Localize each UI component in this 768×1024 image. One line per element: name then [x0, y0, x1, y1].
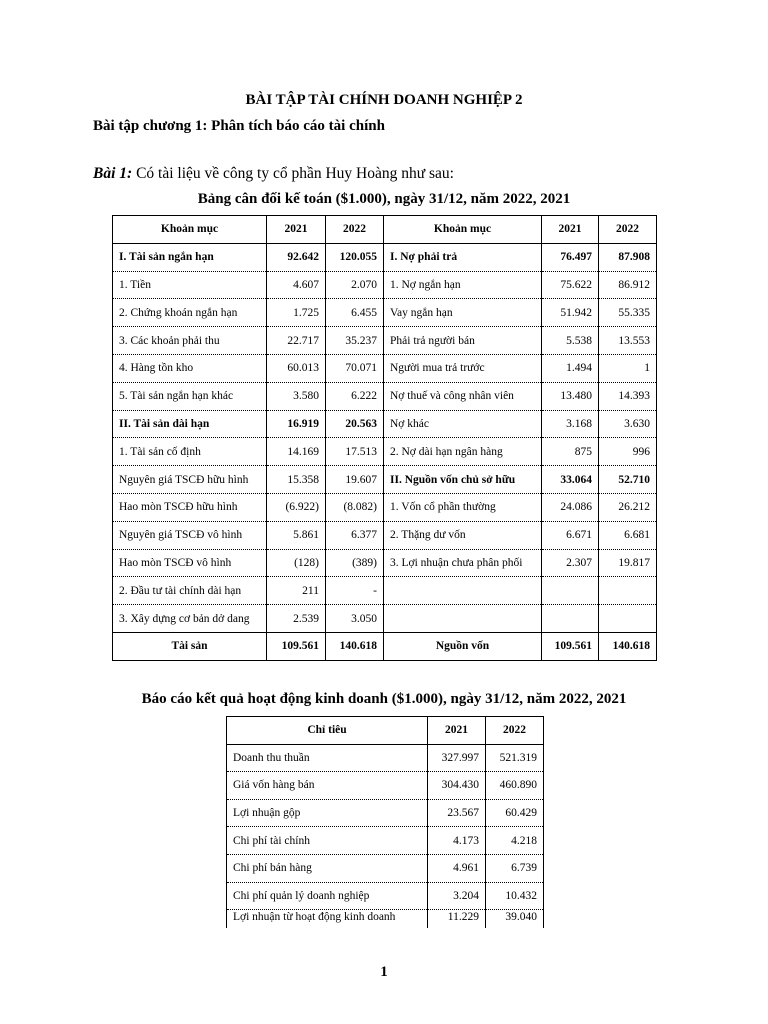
asset-value-2021: 5.861 [267, 521, 326, 549]
liability-value-2021: 2.307 [542, 549, 599, 577]
liability-item-label [384, 577, 542, 605]
liability-item-label: Vay ngắn hạn [384, 299, 542, 327]
asset-value-2021: 60.013 [267, 354, 326, 382]
asset-value-2021: 211 [267, 577, 326, 605]
value-2021: 327.997 [428, 744, 486, 772]
asset-value-2021: 15.358 [267, 466, 326, 494]
balance-sheet-row [113, 410, 657, 438]
liability-item-label: Người mua trả trước [384, 354, 542, 382]
asset-value-2022: 20.563 [326, 410, 384, 438]
asset-item-label: 2. Đầu tư tài chính dài hạn [113, 577, 267, 605]
liability-value-2021: 3.168 [542, 410, 599, 438]
asset-value-2022: - [326, 577, 384, 605]
liability-value-2021: 75.622 [542, 271, 599, 299]
income-statement-row [227, 827, 544, 855]
liability-value-2021: 51.942 [542, 299, 599, 327]
asset-item-label: II. Tài sản dài hạn [113, 410, 267, 438]
total-sources-label: Nguồn vốn [384, 632, 542, 660]
liability-item-label: 1. Nợ ngắn hạn [384, 271, 542, 299]
asset-value-2021: 92.642 [267, 243, 326, 271]
value-2021: 4.173 [428, 827, 486, 855]
asset-value-2022: 19.607 [326, 466, 384, 494]
balance-sheet-row [113, 577, 657, 605]
balance-sheet-row [113, 243, 657, 271]
total-assets-2022: 140.618 [326, 632, 384, 660]
liability-value-2022: 87.908 [599, 243, 657, 271]
liability-value-2021: 875 [542, 438, 599, 466]
value-2021: 4.961 [428, 854, 486, 882]
value-2022: 10.432 [486, 882, 544, 910]
liability-value-2022: 13.553 [599, 327, 657, 355]
income-statement-header-row [227, 717, 544, 745]
asset-value-2021: 4.607 [267, 271, 326, 299]
liability-value-2022: 14.393 [599, 382, 657, 410]
balance-sheet-row [113, 271, 657, 299]
asset-item-label: Hao mòn TSCĐ vô hình [113, 549, 267, 577]
header-asset-item: Khoản mục [113, 216, 267, 244]
liability-value-2021: 76.497 [542, 243, 599, 271]
balance-sheet-row [113, 327, 657, 355]
page-number: 1 [380, 964, 388, 980]
indicator-label: Chi phí quản lý doanh nghiệp [227, 882, 428, 910]
asset-value-2022: 3.050 [326, 605, 384, 633]
asset-item-label: 3. Các khoản phải thu [113, 327, 267, 355]
liability-value-2022: 19.817 [599, 549, 657, 577]
liability-value-2021: 5.538 [542, 327, 599, 355]
asset-item-label: I. Tài sản ngắn hạn [113, 243, 267, 271]
asset-item-label: Nguyên giá TSCĐ hữu hình [113, 466, 267, 494]
balance-sheet-row [113, 549, 657, 577]
total-assets-label: Tài sản [113, 632, 267, 660]
header-2021: 2021 [428, 717, 486, 745]
income-statement-row [227, 882, 544, 910]
asset-value-2022: 35.237 [326, 327, 384, 355]
header-indicator: Chỉ tiêu [227, 717, 428, 745]
liability-item-label: I. Nợ phải trả [384, 243, 542, 271]
value-2022: 6.739 [486, 854, 544, 882]
liability-item-label: Nợ thuế và công nhân viên [384, 382, 542, 410]
indicator-label: Chi phí tài chính [227, 827, 428, 855]
value-2022: 60.429 [486, 799, 544, 827]
chapter-subtitle: Bài tập chương 1: Phân tích báo cáo tài chính [93, 118, 385, 134]
balance-sheet-total-row [113, 632, 657, 660]
asset-value-2022: (8.082) [326, 493, 384, 521]
liability-item-label [384, 605, 542, 633]
exercise-text: Có tài liệu về công ty cổ phần Huy Hoàng như sau: [132, 165, 454, 182]
value-2022: 39.040 [486, 910, 544, 929]
liability-item-label: Phải trả người bán [384, 327, 542, 355]
asset-value-2021: (6.922) [267, 493, 326, 521]
asset-value-2021: 2.539 [267, 605, 326, 633]
asset-item-label: Nguyên giá TSCĐ vô hình [113, 521, 267, 549]
total-sources-2021: 109.561 [542, 632, 599, 660]
liability-item-label: 3. Lợi nhuận chưa phân phối [384, 549, 542, 577]
asset-item-label: 5. Tài sản ngắn hạn khác [113, 382, 267, 410]
income-statement-row [227, 744, 544, 772]
indicator-label: Chi phí bán hàng [227, 854, 428, 882]
indicator-label: Doanh thu thuần [227, 744, 428, 772]
balance-sheet-row [113, 382, 657, 410]
balance-sheet-row [113, 466, 657, 494]
value-2021: 23.567 [428, 799, 486, 827]
liability-value-2021 [542, 577, 599, 605]
balance-sheet-row [113, 438, 657, 466]
asset-item-label: 3. Xây dựng cơ bản dở dang [113, 605, 267, 633]
total-sources-2022: 140.618 [599, 632, 657, 660]
value-2021: 11.229 [428, 910, 486, 929]
asset-value-2022: 6.455 [326, 299, 384, 327]
income-statement-caption: Báo cáo kết quả hoạt động kinh doanh ($1.000), ngày 31/12, năm 2022, 2021 [141, 691, 627, 707]
income-statement-row [227, 910, 544, 929]
income-statement-table [226, 716, 544, 928]
income-statement-row [227, 799, 544, 827]
value-2022: 4.218 [486, 827, 544, 855]
header-2022: 2022 [486, 717, 544, 745]
balance-sheet-row [113, 299, 657, 327]
value-2022: 460.890 [486, 772, 544, 800]
header-asset-2022: 2022 [326, 216, 384, 244]
indicator-label: Lợi nhuận từ hoạt động kinh doanh [227, 910, 428, 929]
asset-value-2022: 70.071 [326, 354, 384, 382]
liability-value-2021: 1.494 [542, 354, 599, 382]
indicator-label: Lợi nhuận gộp [227, 799, 428, 827]
exercise-label: Bài 1: [93, 165, 133, 182]
asset-item-label: 2. Chứng khoán ngắn hạn [113, 299, 267, 327]
liability-value-2022 [599, 577, 657, 605]
liability-value-2021: 13.480 [542, 382, 599, 410]
liability-value-2022: 26.212 [599, 493, 657, 521]
balance-sheet-table [112, 215, 657, 661]
balance-sheet-row [113, 521, 657, 549]
liability-value-2022: 55.335 [599, 299, 657, 327]
asset-item-label: 1. Tài sản cố định [113, 438, 267, 466]
total-assets-2021: 109.561 [267, 632, 326, 660]
liability-value-2021: 33.064 [542, 466, 599, 494]
exercise-intro [93, 165, 454, 183]
value-2021: 3.204 [428, 882, 486, 910]
asset-value-2021: (128) [267, 549, 326, 577]
liability-value-2022 [599, 605, 657, 633]
liability-value-2022: 1 [599, 354, 657, 382]
asset-item-label: 1. Tiền [113, 271, 267, 299]
document-title: BÀI TẬP TÀI CHÍNH DOANH NGHIỆP 2 [245, 92, 523, 108]
value-2021: 304.430 [428, 772, 486, 800]
liability-value-2021: 24.086 [542, 493, 599, 521]
asset-value-2022: 17.513 [326, 438, 384, 466]
liability-value-2022: 6.681 [599, 521, 657, 549]
liability-value-2022: 3.630 [599, 410, 657, 438]
liability-value-2021: 6.671 [542, 521, 599, 549]
indicator-label: Giá vốn hàng bán [227, 772, 428, 800]
asset-value-2022: (389) [326, 549, 384, 577]
header-liability-item: Khoản mục [384, 216, 542, 244]
balance-sheet-caption: Bảng cân đối kế toán ($1.000), ngày 31/12, năm 2022, 2021 [197, 191, 571, 207]
value-2022: 521.319 [486, 744, 544, 772]
liability-value-2022: 86.912 [599, 271, 657, 299]
liability-item-label: II. Nguồn vốn chủ sở hữu [384, 466, 542, 494]
header-asset-2021: 2021 [267, 216, 326, 244]
balance-sheet-row [113, 493, 657, 521]
asset-value-2022: 6.222 [326, 382, 384, 410]
asset-value-2021: 16.919 [267, 410, 326, 438]
balance-sheet-row [113, 354, 657, 382]
liability-item-label: 2. Thặng dư vốn [384, 521, 542, 549]
asset-value-2022: 2.070 [326, 271, 384, 299]
liability-item-label: 1. Vốn cổ phần thường [384, 493, 542, 521]
asset-value-2021: 3.580 [267, 382, 326, 410]
income-statement-row [227, 772, 544, 800]
liability-item-label: 2. Nợ dài hạn ngân hàng [384, 438, 542, 466]
asset-value-2021: 22.717 [267, 327, 326, 355]
asset-value-2021: 14.169 [267, 438, 326, 466]
asset-value-2022: 6.377 [326, 521, 384, 549]
liability-item-label: Nợ khác [384, 410, 542, 438]
asset-item-label: 4. Hàng tồn kho [113, 354, 267, 382]
asset-item-label: Hao mòn TSCĐ hữu hình [113, 493, 267, 521]
liability-value-2022: 996 [599, 438, 657, 466]
header-liability-2022: 2022 [599, 216, 657, 244]
balance-sheet-header-row [113, 216, 657, 244]
balance-sheet-row [113, 605, 657, 633]
liability-value-2021 [542, 605, 599, 633]
asset-value-2022: 120.055 [326, 243, 384, 271]
liability-value-2022: 52.710 [599, 466, 657, 494]
header-liability-2021: 2021 [542, 216, 599, 244]
asset-value-2021: 1.725 [267, 299, 326, 327]
income-statement-row [227, 854, 544, 882]
